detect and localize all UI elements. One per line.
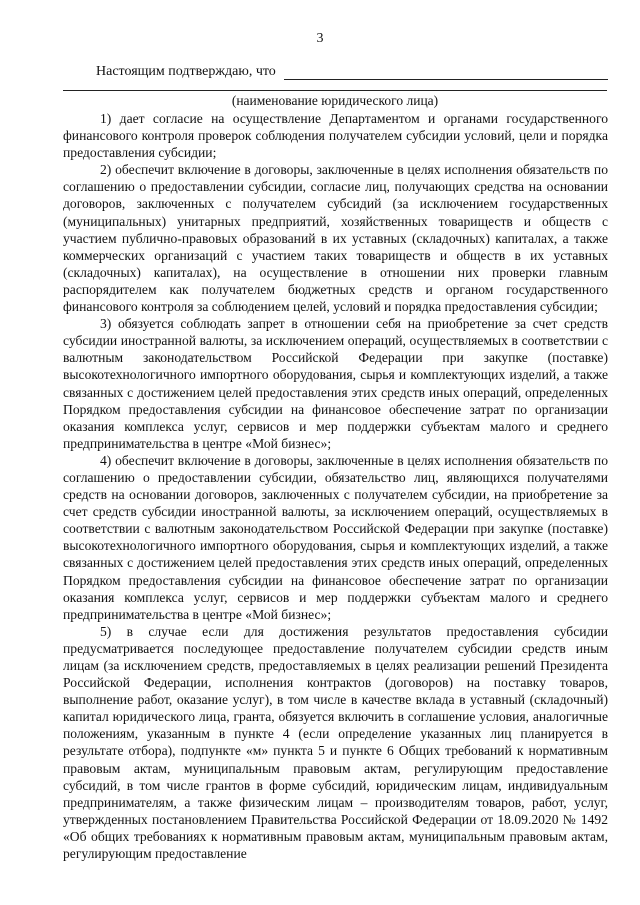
- confirmation-line: [96, 60, 608, 80]
- paragraph-3: 3) обязуется соблюдать запрет в отношении себя на приобретение за счет средств субсидии иностранной валюты, за исключением операций, осуществляемых в соответствии с валютным законодательством Российской Федерации при закупке (поставке) высокотехнологичного импортного оборудования, сырья и комплектующих изделий, а также связанных с достижением целей предоставления этих средств иных операций, определенных Порядком предоставления субсидии на финансовое обеспечение затрат по организации оказания комплекса услуг, сервисов и мер поддержки субъектам малого и среднего предпринимательства в центре «Мой бизнес»;: [63, 316, 608, 451]
- document-body: [63, 110, 608, 862]
- entity-name-blank-line: [63, 90, 607, 91]
- paragraph-1: 1) дает согласие на осуществление Департаментом и органами государственного финансового контроля проверок соблюдения получателем субсидии условий, цели и порядка предоставления субсидии;: [63, 111, 608, 161]
- confirmation-prefix: Настоящим подтверждаю, что: [96, 64, 276, 79]
- paragraph-4: 4) обеспечит включение в договоры, заключенные в целях исполнения обязательств по соглашению о предоставлении субсидии, обязательство лиц, являющихся получателями средств на основании договоров, заключенных с получателем субсидии, на приобретение за счет средств субсидии иностранной валюты, за исключением операций, осуществляемых в соответствии с валютным законодательством Российской Федерации при закупке (поставке) высокотехнологичного импортного оборудования, сырья и комплектующих изделий, а также связанных с достижением целей предоставления этих средств иных операций, определенных Порядком предоставления субсидии на финансовое обеспечение затрат по организации оказания комплекса услуг, сервисов и мер поддержки субъектам малого и среднего предпринимательства в центре «Мой бизнес»;: [63, 452, 608, 622]
- paragraph-2: 2) обеспечит включение в договоры, заключенные в целях исполнения обязательств по соглашению о предоставлении субсидии, согласие лиц, получающих средства на основании договоров, заключенных с получателем субсидий (за исключением государственных (муниципальных) унитарных предприятий, хозяйственных товариществ и обществ с участием публично-правовых образований в их уставных (складочных) капиталах, а также коммерческих организаций с участием таких товариществ и обществ в их уставных (складочных) капиталах), на осуществление в отношении них проверки главным распорядителем как получателем бюджетных средств и органом государственного финансового контроля за соблюдением целей, условий и порядка предоставления субсидии;: [63, 162, 608, 315]
- paragraph-5: 5) в случае если для достижения результатов предоставления субсидии предусматривается последующее предоставление получателем субсидии средств иным лицам (за исключением средств, предоставляемых в целях реализации решений Президента Российской Федерации, исполнения контрактов (договоров) на поставку товаров, выполнение работ, оказание услуг), в том числе в качестве вклада в уставный (складочный) капитал юридического лица, гранта, обязуется включить в соглашение условия, аналогичные положениям, указанным в пункте 4 (если определение указанных лиц планируется в результате отбора), подпункте «м» пункта 5 и пункте 6 Общих требований к нормативным правовым актам, муниципальным правовым актам, регулирующим предоставление субсидий, в том числе грантов в форме субсидий, юридическим лицам, индивидуальным предпринимателям, а также физическим лицам – производителям товаров, работ, услуг, утвержденных постановлением Правительства Российской Федерации от 18.09.2020 № 1492 «Об общих требованиях к нормативным правовым актам, муниципальным правовым актам, регулирующим предоставление: [63, 623, 608, 862]
- entity-name-blank: [284, 64, 608, 80]
- page-number: 3: [316, 31, 324, 46]
- entity-name-caption: (наименование юридического лица): [231, 93, 439, 108]
